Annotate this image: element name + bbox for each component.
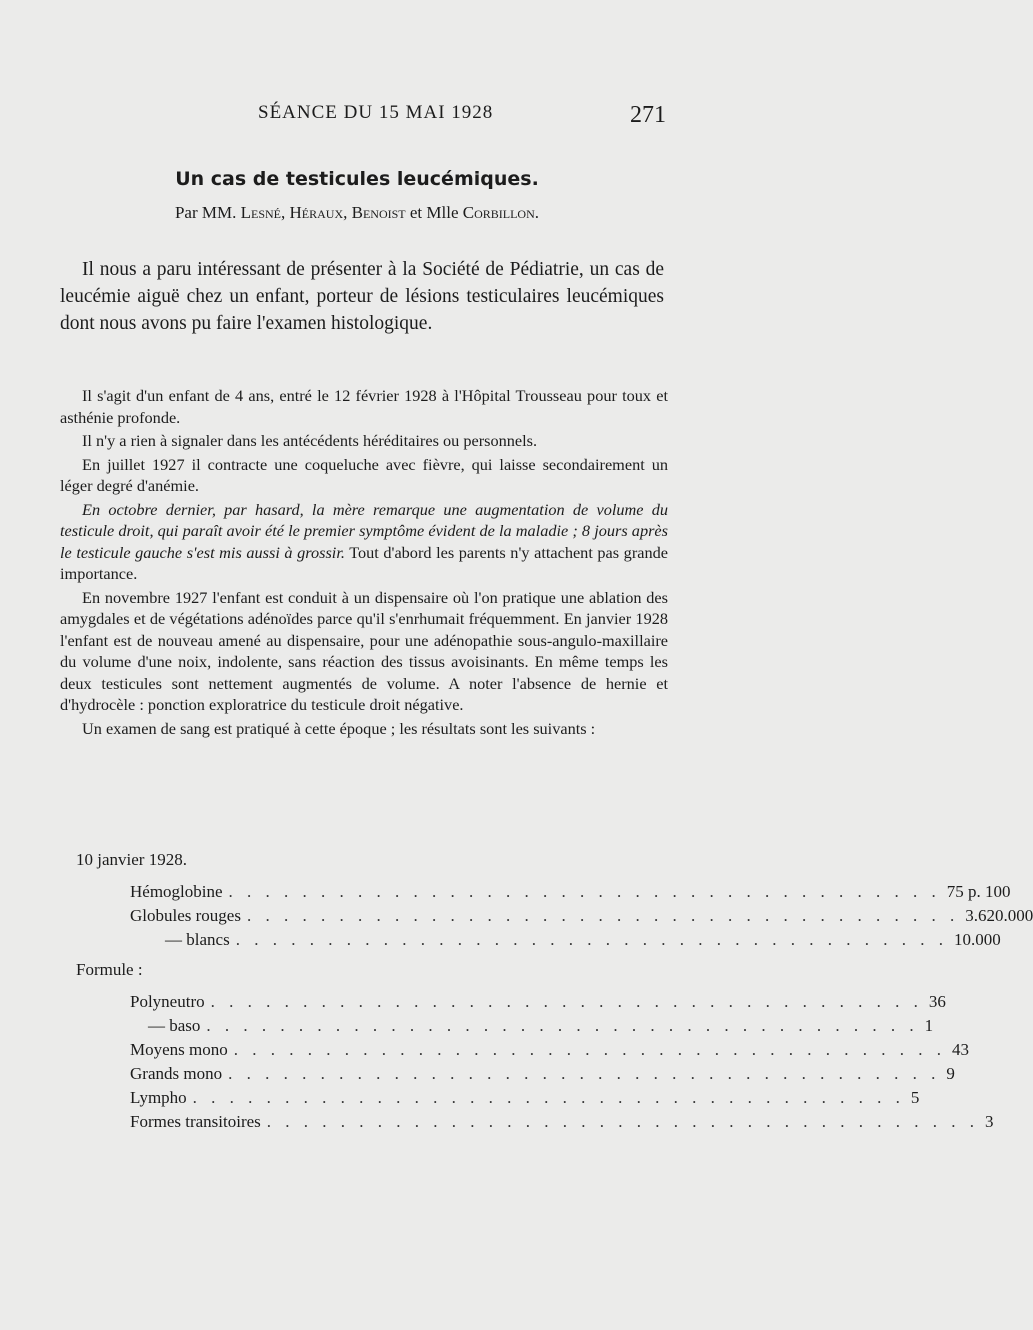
formula-label: Formule : xyxy=(76,960,143,979)
running-header xyxy=(0,102,800,132)
october-italic-text: En octobre dernier, par hasard, la mère remarque une augmentation de volume du testicule droit, qui paraît avoir été le premier symptôme évident de la maladie ; 8 jours après le testicule gauche s'est mis aussi à grossir. xyxy=(60,499,668,562)
author-corbillon: Corbillon xyxy=(462,203,535,222)
formula-cell-value: 36 xyxy=(928,992,946,1011)
formula-cell-label: Moyens mono xyxy=(130,1040,228,1059)
exam-date: 10 janvier 1928. xyxy=(76,850,187,869)
formula-cell-value: 43 xyxy=(952,1040,969,1059)
case-section xyxy=(60,385,668,739)
running-head-text: SÉANCE DU 15 MAI 1928 xyxy=(258,102,494,123)
leader-dots: . . . . . . . . . . . . . . . . . . . . . . . . . . . . . . . . . . . . . . . xyxy=(228,1064,941,1083)
author-benoist: Benoist xyxy=(351,203,406,222)
formula-row-lympho xyxy=(130,1088,920,1110)
case-paragraph: Il s'agit d'un enfant de 4 ans, entré le 12 février 1928 à l'Hôpital Trousseau pour toux et asthénie profonde. xyxy=(60,386,668,427)
formula-cell-value: 9 xyxy=(946,1064,955,1083)
count-label: Hémoglobine xyxy=(130,882,223,901)
leader-dots: . . . . . . . . . . . . . . . . . . . . . . . . . . . . . . . . . . . . . . . xyxy=(246,906,960,925)
leader-dots: . . . . . . . . . . . . . . . . . . . . . . . . . . . . . . . . . . . . . . . xyxy=(206,1016,919,1035)
article-authors xyxy=(0,203,714,223)
formula-row-formes-transitoires xyxy=(130,1112,994,1134)
october-paragraph xyxy=(60,499,668,585)
authors-prefix: Par MM. xyxy=(174,203,237,222)
count-row-globules-rouges xyxy=(130,906,1033,928)
formula-cell-label: — baso xyxy=(148,1016,201,1035)
formula-cell-label: Grands mono xyxy=(130,1064,223,1083)
formula-row-baso xyxy=(148,1016,934,1038)
formula-row-grands-mono xyxy=(130,1064,955,1086)
formula-cell-label: Formes transitoires xyxy=(130,1112,261,1131)
leader-dots: . . . . . . . . . . . . . . . . . . . . . . . . . . . . . . . . . . . . . . . xyxy=(266,1112,980,1131)
author-heraux: Héraux xyxy=(289,203,344,222)
page-number: 271 xyxy=(630,102,666,128)
formula-cell-value: 3 xyxy=(985,1112,994,1131)
count-value: 75 p. 100 xyxy=(946,882,1011,901)
count-value: 3.620.000 xyxy=(965,906,1033,925)
leader-dots: . . . . . . . . . . . . . . . . . . . . . . . . . . . . . . . . . . . . . . . xyxy=(192,1088,905,1107)
leader-dots: . . . . . . . . . . . . . . . . . . . . . . . . . . . . . . . . . . . . . . . xyxy=(235,930,948,949)
count-label: — blancs xyxy=(165,930,230,949)
count-value: 10.000 xyxy=(953,930,1001,949)
formula-row-moyens-mono xyxy=(130,1040,969,1062)
author-lesne: Lesné xyxy=(240,203,281,222)
case-paragraph: En juillet 1927 il contracte une coqueluche avec fièvre, qui laisse secondairement un léger degré d'anémie. xyxy=(60,454,668,495)
formula-cell-label: Lympho xyxy=(130,1088,187,1107)
leader-dots: . . . . . . . . . . . . . . . . . . . . . . . . . . . . . . . . . . . . . . . xyxy=(228,882,941,901)
authors-end: . xyxy=(534,203,540,222)
authors-separator: et Mlle xyxy=(405,203,463,222)
count-row-hemoglobine xyxy=(130,882,1011,904)
case-paragraph: Il n'y a rien à signaler dans les antécédents héréditaires ou personnels. xyxy=(82,431,538,450)
leader-dots: . . . . . . . . . . . . . . . . . . . . . . . . . . . . . . . . . . . . . . . xyxy=(233,1040,946,1059)
formula-cell-value: 5 xyxy=(910,1088,920,1107)
formula-row-polyneutro xyxy=(130,992,946,1014)
authors-separator: , xyxy=(281,203,290,222)
october-roman-text: Tout d'abord les parents n'y attachent pas grande importance. xyxy=(60,542,668,583)
article-title: Un cas de testicules leucémiques. xyxy=(175,168,539,190)
leader-dots: . . . . . . . . . . . . . . . . . . . . . . . . . . . . . . . . . . . . . . . xyxy=(210,992,923,1011)
formula-cell-value: 1 xyxy=(924,1016,934,1035)
formula-cell-label: Polyneutro xyxy=(130,992,205,1011)
november-paragraph: En novembre 1927 l'enfant est conduit à un dispensaire où l'on pratique une ablation des amygdales et de végétations adénoïdes parce qu'il s'enrhumait fréquemment. En janvier 1928 l'enfant est de nouveau amené au dispensaire, pour une adénopathie sous-angulo-maxillaire du volume d'une noix, indolente, sans réaction des tissus avoisinants. En même temps les deux testicules sont nettement augmentés de volume. A noter l'absence de hernie et d'hydrocèle : ponction exploratrice du testicule droit négative. xyxy=(60,587,668,714)
intro-paragraph: Il nous a paru intéressant de présenter à la Société de Pédiatrie, un cas de leucémie aiguë chez un enfant, porteur de lésions testiculaires leucémiques dont nous avons pu faire l'examen histologique. xyxy=(60,259,664,334)
authors-separator: , xyxy=(343,203,352,222)
blood-paragraph: Un examen de sang est pratiqué à cette époque ; les résultats sont les suivants : xyxy=(82,718,596,738)
count-label: Globules rouges xyxy=(130,906,241,925)
count-row-globules-blancs xyxy=(165,930,1001,952)
intro-section xyxy=(60,256,664,337)
